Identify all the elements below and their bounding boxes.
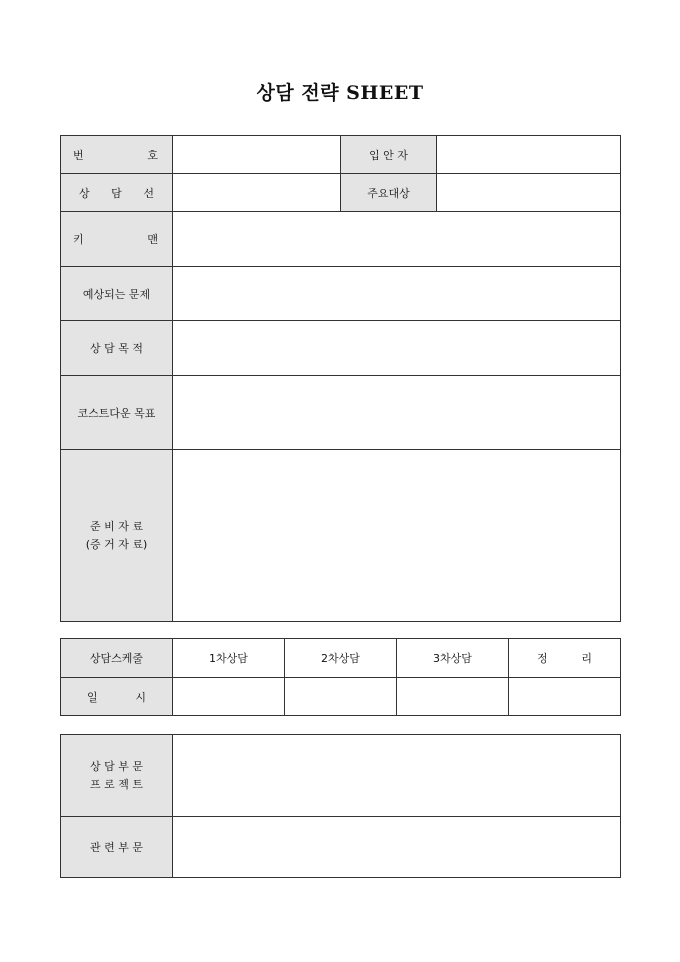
expected-issue-field[interactable]	[173, 267, 621, 321]
prep-materials-label	[61, 450, 173, 622]
department-table	[60, 734, 621, 878]
third-meeting-header: 3차상담	[397, 639, 509, 678]
entrant-label: 입 안 자	[341, 136, 437, 174]
costdown-field[interactable]	[173, 376, 621, 450]
main-target-field[interactable]	[437, 174, 621, 212]
counterpart-field[interactable]	[173, 174, 341, 212]
number-label: 번 호	[61, 136, 173, 174]
page-title: 상담 전략 SHEET	[256, 82, 424, 104]
second-meeting-date[interactable]	[285, 678, 397, 716]
entrant-field[interactable]	[437, 136, 621, 174]
schedule-header: 상담스케줄	[61, 639, 173, 678]
keyman-label: 키 맨	[61, 212, 173, 267]
project-label	[61, 735, 173, 817]
prep-label-line-1: 준 비 자 료	[90, 519, 143, 533]
related-dept-field[interactable]	[173, 817, 621, 878]
schedule-table	[60, 638, 621, 716]
project-label-line-2: 프 로 젝 트	[90, 777, 143, 791]
date-label: 일 시	[61, 678, 173, 716]
prep-label-line-2: (증 거 자 료)	[85, 537, 148, 551]
purpose-field[interactable]	[173, 321, 621, 376]
purpose-label: 상 담 목 적	[61, 321, 173, 376]
expected-issue-label: 예상되는 문제	[61, 267, 173, 321]
summary-date[interactable]	[509, 678, 621, 716]
third-meeting-date[interactable]	[397, 678, 509, 716]
first-meeting-header: 1차상담	[173, 639, 285, 678]
prep-materials-field[interactable]	[173, 450, 621, 622]
project-label-line-1: 상 담 부 문	[90, 759, 143, 773]
first-meeting-date[interactable]	[173, 678, 285, 716]
related-dept-label: 관 련 부 문	[61, 817, 173, 878]
main-target-label: 주요대상	[341, 174, 437, 212]
counterpart-label: 상 담 선	[61, 174, 173, 212]
number-field[interactable]	[173, 136, 341, 174]
keyman-field[interactable]	[173, 212, 621, 267]
project-field[interactable]	[173, 735, 621, 817]
second-meeting-header: 2차상담	[285, 639, 397, 678]
info-table	[60, 135, 621, 622]
summary-header: 정 리	[509, 639, 621, 678]
costdown-label: 코스트다운 목표	[61, 376, 173, 450]
